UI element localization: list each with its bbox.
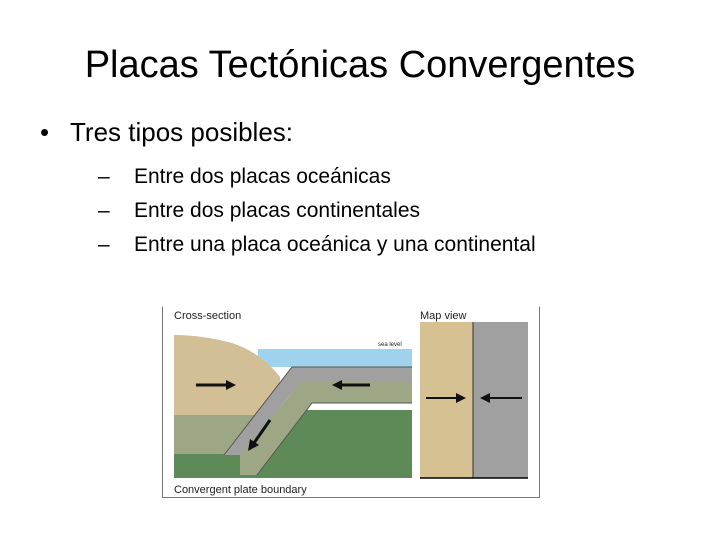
sub-bullet <box>98 228 700 262</box>
mantle-bottom <box>174 475 412 478</box>
map-view-label: Map view <box>420 310 467 322</box>
cross-section-label: Cross-section <box>174 310 242 322</box>
sea-level-label: sea level <box>378 342 402 348</box>
sub-bullet-marker: – <box>98 233 110 256</box>
figure-caption: Convergent plate boundary <box>174 484 307 496</box>
convergent-boundary-figure <box>162 305 540 498</box>
map-oceanic-plate <box>473 322 528 478</box>
sub-bullet <box>98 160 700 194</box>
map-continental-plate <box>420 322 473 478</box>
sub-bullet-marker: – <box>98 199 110 222</box>
ocean-water <box>258 349 412 367</box>
sub-bullet-text: Entre una placa oceánica y una continental <box>134 233 536 256</box>
sub-bullet-marker: – <box>98 165 110 188</box>
sub-bullet <box>98 194 700 228</box>
sub-bullet-text: Entre dos placas oceánicas <box>134 165 391 188</box>
figure-svg <box>162 305 540 498</box>
sub-bullet-list <box>98 160 700 262</box>
bullet-marker: • <box>40 117 50 147</box>
map-view-diagram <box>420 310 528 478</box>
slide-title: Placas Tectónicas Convergentes <box>84 44 636 86</box>
cross-section-diagram <box>174 310 412 478</box>
main-bullet-text: Tres tipos posibles: <box>70 117 294 147</box>
sub-bullet-text: Entre dos placas continentales <box>134 199 421 222</box>
main-bullet <box>40 116 700 148</box>
bullet-list <box>40 116 700 262</box>
